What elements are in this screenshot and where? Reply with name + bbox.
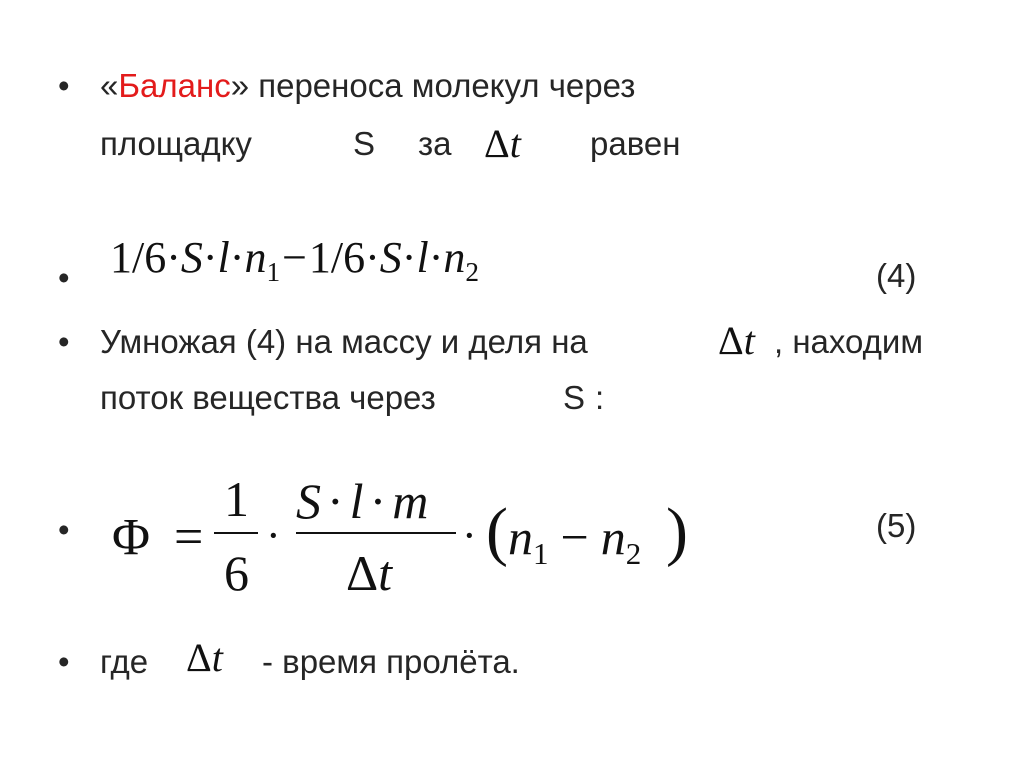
raven-text: равен [590,125,681,162]
eq5-l: l [349,473,364,529]
eq5-left-paren: ( [486,495,508,568]
eq4-one-sixth-b: 1/6 [308,233,366,282]
bullet-2: • [58,259,70,296]
balance-word: Баланс [118,67,231,104]
nakhodim-text: , находим [774,323,924,360]
eq5-dot: · [369,473,387,529]
quote-close: » [230,67,250,104]
eq4-dot: · [428,233,444,282]
eq5-numerator-one: 1 [224,471,249,527]
flight-time-text: - время пролёта. [262,643,520,680]
eq5-sub2: 2 [625,535,642,571]
eq4-minus: − [282,233,307,282]
eq5-equals: = [174,509,204,566]
eq5-numerator [296,472,428,530]
eq4-sub1: 1 [266,256,281,287]
gde-text: где [100,643,149,680]
delta-symbol: Δ [186,635,212,680]
eq5-parens-content [508,508,641,573]
eq5-n1: n [508,509,533,565]
eq4-n: n [244,233,267,282]
eq4-n: n [443,233,466,282]
eq4-dot: · [365,233,380,282]
eq5-S: S [296,473,321,529]
quote-open: « [100,67,119,104]
eq5-t: t [378,545,393,601]
balance-line1-rest: переноса молекул через [249,67,636,104]
eq5-denominator-six: 6 [224,545,249,601]
t-symbol: t [509,121,521,166]
eq5-sub1: 1 [533,535,549,571]
eq4-S: S [180,233,203,282]
multiply-text: Умножая (4) на массу и деля на [100,323,588,360]
equation-4-number: (4) [876,257,917,294]
eq5-phi: Φ [112,509,151,566]
flow-colon: : [595,379,605,416]
bullet-1: • [58,67,70,104]
eq4-dot: · [202,233,218,282]
delta-t-line5 [186,634,223,682]
eq5-delta: Δ [346,545,379,601]
eq5-fraction-bar-2 [296,532,456,534]
eq4-l: l [217,233,230,282]
flow-S-label: S [563,379,586,416]
eq5-right-paren: ) [666,495,688,568]
eq4-S: S [379,233,402,282]
delta-symbol: Δ [484,121,510,166]
eq5-denominator [346,544,392,602]
eq4-sub2: 2 [465,256,479,287]
eq5-fraction-bar-1 [214,532,258,534]
eq5-minus: − [560,509,589,565]
flow-text: поток вещества через [100,379,436,416]
za-text: за [418,125,452,162]
eq5-m: m [392,473,429,529]
t-symbol: t [743,318,755,363]
eq4-l: l [416,233,429,282]
bullet-4: • [58,511,70,548]
eq5-dot: · [327,473,344,529]
eq4-one-sixth-a: 1/6 [110,233,167,282]
eq5-dot: · [462,511,477,560]
equation-5-number: (5) [876,507,917,544]
eq4-dot: · [166,233,181,282]
eq5-n2: n [600,509,626,565]
eq4-dot: · [401,233,417,282]
ploshchadku-text: площадку [100,125,252,162]
eq4-dot: · [229,233,245,282]
delta-symbol: Δ [718,318,744,363]
bullet-3: • [58,323,70,360]
bullet-5: • [58,643,70,680]
eq5-dot: · [266,511,281,560]
area-S-label: S [353,125,376,162]
t-symbol: t [211,635,223,680]
